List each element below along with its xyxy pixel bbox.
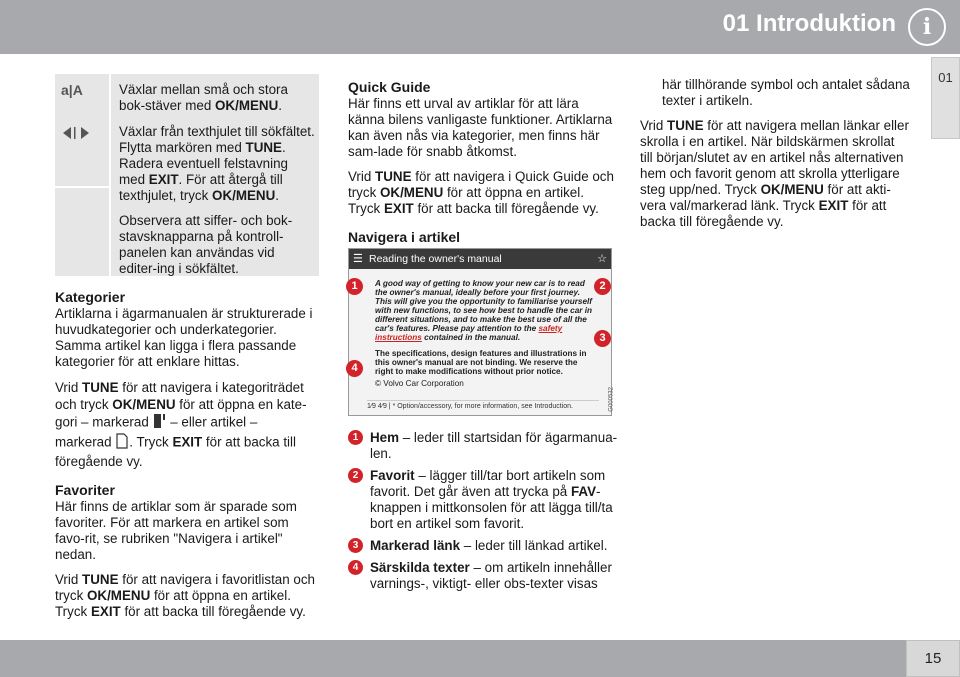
page-footer [0, 640, 960, 677]
table-row-divider [55, 186, 109, 188]
legend-badge: 3 [348, 538, 363, 553]
legend-item: 4 Särskilda texter – om artikeln innehåller varnings-, viktigt- eller obs-texter visas [348, 560, 618, 592]
favoriter-paragraph-1: Här finns de artiklar som är sparade som favoriter. För att markera en artikel som favo-rit, se rubriken "Navigera i artikel" nedan. [55, 499, 297, 562]
screen-intro-text: A good way of getting to know your new car is to read the owner's manual, ideally before your first journey. This will give you the opportunity to familiarise yourself with new functions, to see how best to handle the car in different situations, and to make the best use of all the car's features. Please pay attention to the safety instructions contained in the manual. [375, 279, 593, 342]
screen-disclaimer-text: The specifications, design features and illustrations in this owner's manual are not binding. We reserve the right to make modifications without prior notice. [375, 349, 587, 376]
quick-guide-heading: Quick Guide [348, 79, 431, 95]
legend-item: 1 Hem – leder till startsidan för ägarmanua-len. [348, 430, 618, 462]
column-2 [348, 79, 616, 246]
callout-badge-2: 2 [594, 278, 611, 295]
kategorier-heading: Kategorier [55, 289, 126, 305]
chapter-tab[interactable] [931, 57, 960, 139]
legend-badge: 2 [348, 468, 363, 483]
column-3 [640, 77, 910, 239]
legend-item: 2 Favorit – lägger till/tar bort artikeln som favorit. Det går även att trycka på FAV-knappen i mittkonsolen för att lägga till/ta bort en artikel som favorit. [348, 468, 618, 532]
column-1 [55, 289, 315, 629]
manual-screen-illustration [348, 248, 615, 416]
callout-legend [348, 430, 618, 598]
page-header [0, 0, 960, 54]
figure-code: G000532 [609, 387, 615, 412]
legend-badge: 1 [348, 430, 363, 445]
left-right-arrows-icon [61, 126, 91, 143]
menu-icon: ☰ [353, 253, 363, 265]
case-toggle-description: Växlar mellan små och stora bok-stäver med OK/MENU. [119, 82, 288, 113]
star-icon: ☆ [597, 253, 607, 265]
safety-link[interactable]: safety instructions [375, 324, 563, 342]
callout-badge-1: 1 [346, 278, 363, 295]
screen-copyright: © Volvo Car Corporation [375, 379, 464, 388]
key-table [55, 74, 319, 276]
legend-item: 3 Markerad länk – leder till länkad artikel. [348, 538, 618, 554]
field-switch-description: Växlar från texthjulet till sökfältet. Flytta markören med TUNE. Radera eventuell felstavning med EXIT. För att återgå till texthjulet, tryck OK/MENU. Observera att siffer- och bok-stavsknapparna på kontroll-panelen kan användas vid editer-ing i sökfältet. [119, 124, 315, 276]
column-3-paragraph-1: här tillhörande symbol och antalet sådana texter i artikeln. [662, 77, 910, 108]
article-document-icon [115, 433, 129, 453]
kategorier-paragraph-1: Artiklarna i ägarmanualen är strukturerade i huvudkategorier och underkategorier. Samma artikel kan ligga i flera passande kategorier för att enklare hittas. [55, 306, 313, 369]
screen-title-bar [349, 249, 611, 269]
chapter-tab-label: 01 [938, 70, 953, 85]
kategorier-paragraph-2: Vrid TUNE för att navigera i kategoriträdet och tryck OK/MENU för att öppna en kate-gori – markerad – eller artikel – markerad . Tryck EXIT för att backa till föregående vy. [55, 380, 307, 469]
category-folder-icon [153, 413, 167, 433]
page-number-box [906, 640, 960, 677]
favoriter-heading: Favoriter [55, 482, 115, 498]
legend-badge: 4 [348, 560, 363, 575]
favoriter-paragraph-2: Vrid TUNE för att navigera i favoritlistan och tryck OK/MENU för att öppna en artikel. Tryck EXIT för att backa till föregående vy. [55, 572, 315, 619]
column-3-paragraph-2: Vrid TUNE för att navigera mellan länkar eller skrolla i en artikel. När bildskärmen skrollat till början/slutet av en artikel nås alternativen hem och favorit genom att skrolla ytterligare steg upp/ned. Tryck OK/MENU för att akti-vera val/markerad länk. Tryck EXIT för att backa till föregående vy. [640, 118, 909, 229]
navigera-heading: Navigera i artikel [348, 229, 461, 245]
callout-badge-4: 4 [346, 360, 363, 377]
quick-guide-paragraph-1: Här finns ett urval av artiklar för att lära känna bilens vanligaste funktioner. Artiklarna kan även nås via kategorier, men finns här sam-lade för snabb åtkomst. [348, 96, 613, 159]
screen-footer: 1⁄9 4⁄9 | * Option/accessory, for more information, see Introduction. [367, 400, 599, 412]
page-number: 15 [924, 650, 942, 667]
chapter-title: 01 Introduktion [722, 10, 896, 37]
table-divider [109, 74, 111, 276]
screen-body [349, 269, 615, 415]
quick-guide-paragraph-2: Vrid TUNE för att navigera i Quick Guide och tryck OK/MENU för att öppna en artikel. Tryck EXIT för att backa till föregående vy. [348, 169, 614, 216]
info-icon: i [908, 8, 946, 46]
screen-title: Reading the owner's manual [369, 253, 502, 265]
callout-badge-3: 3 [594, 330, 611, 347]
case-toggle-key: a|A [61, 82, 83, 98]
